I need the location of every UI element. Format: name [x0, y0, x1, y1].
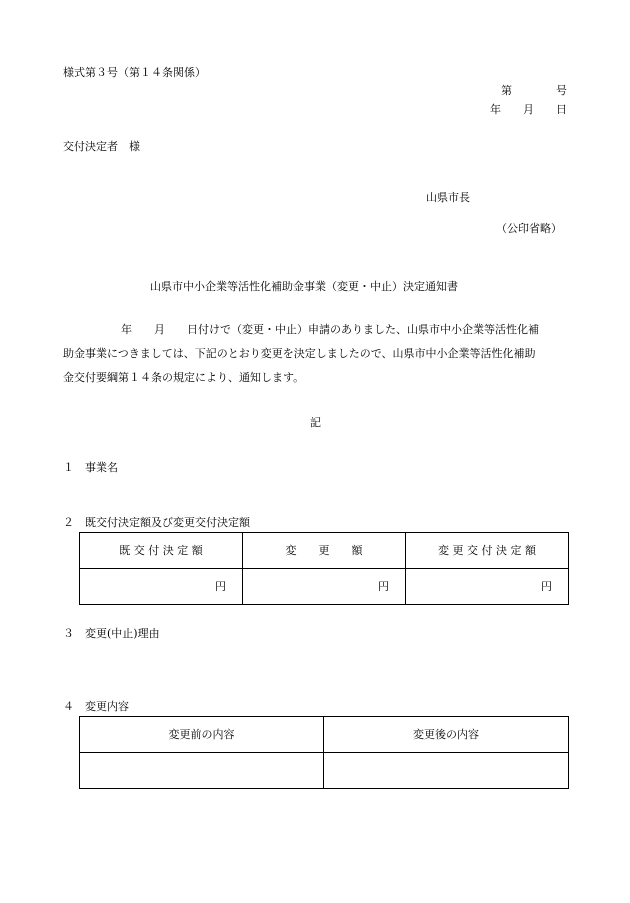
header-after-content: 変更後の内容	[324, 717, 569, 753]
body-line-1: 年 月 日付けで（変更・中止）申請のありました、山県市中小企業等活性化補	[121, 323, 539, 336]
header-original-amount: 既 交 付 決 定 額	[80, 533, 243, 569]
header-new-amount: 変 更 交 付 決 定 額	[406, 533, 569, 569]
content-header-row	[80, 717, 569, 753]
header-change-amount: 変 更 額	[243, 533, 406, 569]
amount-table	[79, 532, 569, 605]
body-paragraph	[63, 318, 571, 390]
section-4-label: ４ 変更内容	[63, 700, 129, 713]
body-line-2: 助金事業につきましては、下記のとおり変更を決定しましたので、山県市中小企業等活性化補助	[63, 347, 536, 360]
header-before-content: 変更前の内容	[80, 717, 324, 753]
content-value-row	[80, 753, 569, 789]
section-1-label: １ 事業名	[63, 461, 118, 474]
new-amount-cell: 円	[406, 569, 569, 605]
recipient: 交付決定者 様	[63, 140, 140, 153]
seal-note: （公印省略）	[496, 222, 562, 235]
amount-value-row	[80, 569, 569, 605]
document-title: 山県市中小企業等活性化補助金事業（変更・中止）決定通知書	[150, 280, 458, 293]
change-amount-cell: 円	[243, 569, 406, 605]
issue-date: 年 月 日	[490, 103, 567, 116]
original-amount-cell: 円	[80, 569, 243, 605]
section-2-label: ２ 既交付決定額及び変更交付決定額	[63, 516, 250, 529]
before-content-cell	[80, 753, 324, 789]
change-content-table	[79, 716, 569, 789]
amount-header-row	[80, 533, 569, 569]
section-3-label: ３ 変更(中止)理由	[63, 627, 160, 640]
after-content-cell	[324, 753, 569, 789]
ki-marker: 記	[310, 416, 321, 429]
body-line-3: 金交付要綱第１４条の規定により、通知します。	[63, 371, 305, 384]
issuer: 山県市長	[426, 191, 470, 204]
form-number: 様式第３号（第１４条関係）	[63, 66, 206, 79]
document-number: 第 号	[501, 84, 567, 97]
